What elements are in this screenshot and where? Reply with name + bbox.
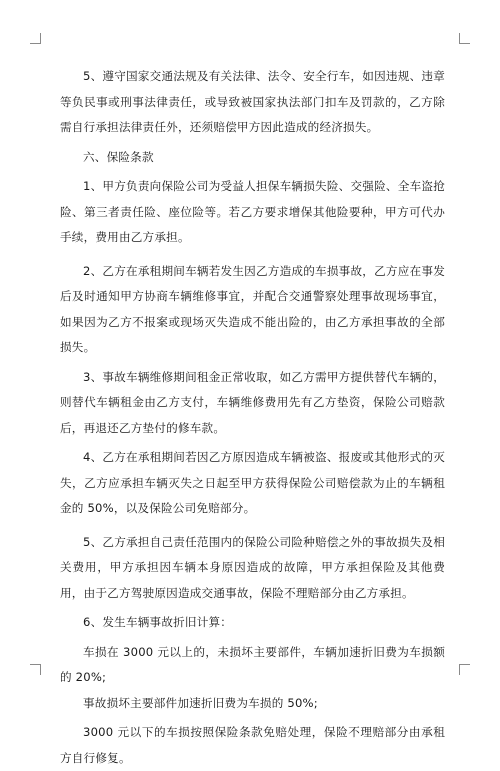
depreciation-rule-major-parts: 事故损坏主要部件加速折旧费为车损的 50%; xyxy=(83,695,318,710)
insurance-clause-5: 5、乙方承担自己责任范围内的保险公司险种赔偿之外的事故损失及相关费用，甲方承担因车辆本身原因造成的故障，甲方承担保险及其他费用，由于乙方驾驶原因造成交通事故，保险不理赔部分由乙方承担。 xyxy=(60,534,445,600)
clause-5-traffic-law: 5、遵守国家交通法规及有关法律、法令、安全行车，如因违规、违章等负民事或刑事法律责任，或导致被国家执法部门扣车及罚款的，乙方除需自行承担法律责任外，还须赔偿甲方因此造成的经济损失。 xyxy=(60,69,445,134)
insurance-clause-2: 2、乙方在承租期间车辆若发生因乙方造成的车损事故，乙方应在事发后及时通知甲方协商车辆维修事宜，并配合交通警察处理事故现场事宜，如果因为乙方不报案或现场灭失造成不能出险的，由乙方承担事故的全部损失。 xyxy=(60,263,445,354)
document-body xyxy=(60,64,445,771)
crop-mark-bottom-left xyxy=(30,664,41,675)
insurance-clause-1: 1、甲方负责向保险公司为受益人担保车辆损失险、交强险、全车盗抢险、第三者责任险、座位险等。若乙方要求增保其他险要种，甲方可代办手续，费用由乙方承担。 xyxy=(60,179,445,244)
crop-mark-top-right xyxy=(459,33,470,44)
section-heading-insurance: 六、保险条款 xyxy=(83,149,154,164)
depreciation-rule-above-3000: 车损在 3000 元以上的，未损坏主要部件，车辆加速折旧费为车损额的 20%; xyxy=(60,644,445,684)
insurance-clause-3: 3、事故车辆维修期间租金正常收取，如乙方需甲方提供替代车辆的，则替代车辆租金由乙方支付，车辆维修费用先有乙方垫资，保险公司赔款后，再退还乙方垫付的修车款。 xyxy=(60,369,445,435)
crop-mark-bottom-right xyxy=(459,664,470,675)
insurance-clause-4: 4、乙方在承租期间若因乙方原因造成车辆被盗、报废或其他形式的灭失，乙方应承担车辆灭失之日起至甲方获得保险公司赔偿款为止的车辆租金的 50%，以及保险公司免赔部分。 xyxy=(60,450,445,515)
insurance-clause-6-heading: 6、发生车辆事故折旧计算： xyxy=(83,615,233,629)
crop-mark-top-left xyxy=(30,33,41,44)
depreciation-rule-below-3000: 3000 元以下的车损按照保险条款免赔处理，保险不理赔部分由承租方自行修复。 xyxy=(60,725,445,765)
